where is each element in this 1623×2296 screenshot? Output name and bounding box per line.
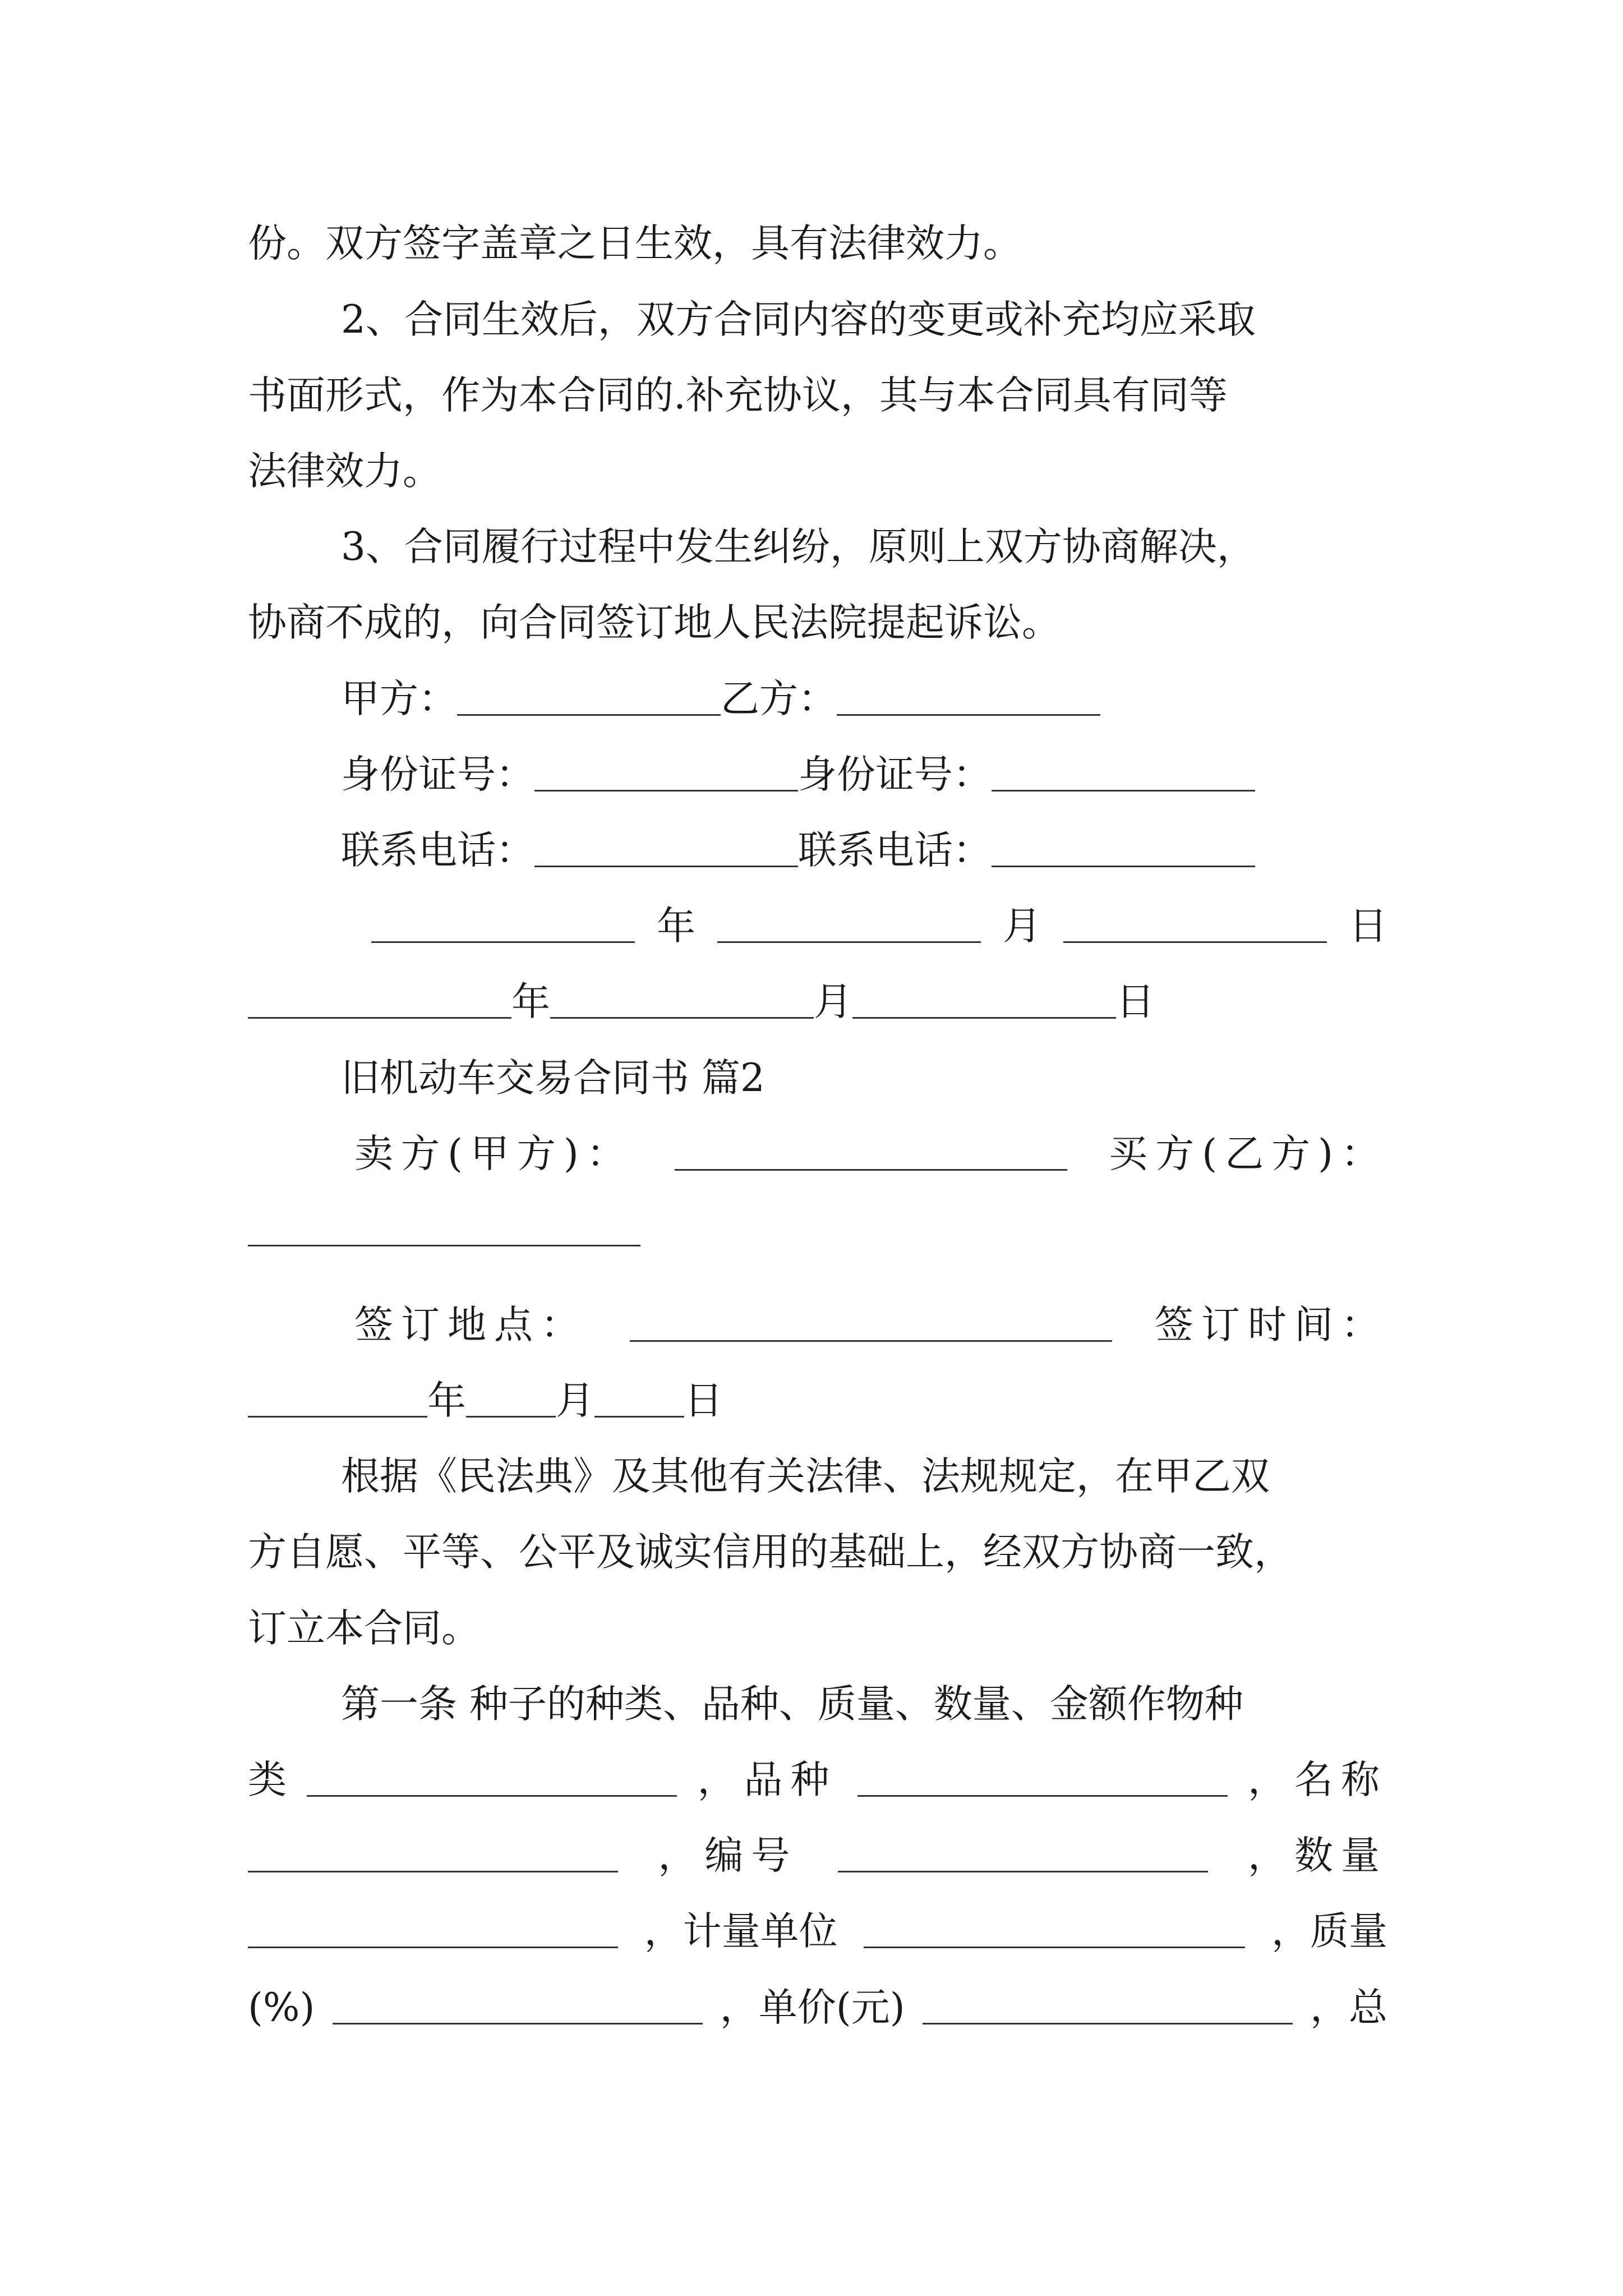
id-a-blank	[534, 758, 798, 792]
seller-blank	[675, 1138, 1067, 1171]
signature-row-party	[341, 674, 1387, 724]
party-a-blank	[457, 683, 721, 716]
place-label: 签订地点：	[354, 1302, 587, 1347]
section-title: 旧机动车交易合同书 篇2	[341, 1055, 765, 1101]
phone-b-blank	[992, 834, 1255, 867]
signature-row-phone	[341, 825, 1387, 876]
year-blank	[248, 1384, 427, 1418]
unit-blank	[864, 1915, 1245, 1948]
paragraph-line: 书面形式，作为本合同的.补充协议，其与本合同具有同等	[248, 372, 1228, 418]
phone-a-blank	[534, 834, 798, 867]
signature-row-id	[341, 749, 1387, 800]
month-label: 月	[814, 979, 852, 1024]
quality-pct-label: (%)	[248, 1985, 315, 2030]
paragraph-line: 方自愿、平等、公平及诚实信用的基础上，经双方协商一致，	[248, 1529, 1293, 1575]
buyer-blank	[248, 1213, 640, 1246]
time-label: 签订时间：	[1155, 1302, 1387, 1347]
month-blank	[717, 910, 981, 943]
buyer-blank-row	[248, 1204, 1387, 1255]
paragraph-line: 法律效力。	[248, 448, 441, 494]
party-b-blank	[837, 683, 1100, 716]
buyer-label: 买方(乙方)：	[1109, 1131, 1387, 1176]
paragraph-line: 协商不成的，向合同签订地人民法院提起诉讼。	[248, 600, 1061, 645]
kind-blank	[307, 1764, 677, 1797]
quality-blank	[333, 1991, 703, 2024]
day-label: 日	[1349, 903, 1387, 949]
quantity-label: ，数量	[1247, 1833, 1387, 1878]
phone-a-label: 联系电话：	[341, 827, 534, 873]
year-label: 年	[657, 903, 695, 949]
price-blank	[923, 1991, 1293, 2024]
article-heading: 第一条 种子的种类、品种、质量、数量、金额作物种	[341, 1681, 1243, 1727]
variety-blank	[857, 1764, 1228, 1797]
place-blank	[630, 1309, 1112, 1342]
month-blank	[550, 986, 814, 1019]
date-row-1	[371, 901, 1387, 951]
price-label: ，单价(元)	[720, 1985, 905, 2030]
kind-label: 类	[248, 1757, 287, 1802]
number-blank	[838, 1839, 1208, 1872]
name-blank	[248, 1839, 618, 1872]
paragraph-line: 根据《民法典》及其他有关法律、法规规定，在甲乙双	[341, 1453, 1270, 1499]
fields-row-2	[248, 1830, 1387, 1881]
year-label: 年	[427, 1378, 466, 1423]
total-label: ，总	[1310, 1985, 1387, 2030]
day-blank	[594, 1384, 684, 1418]
place-time-row	[354, 1300, 1387, 1350]
id-a-label: 身份证号：	[341, 752, 534, 797]
paragraph-line: 3、合同履行过程中发生纠纷，原则上双方协商解决，	[341, 524, 1256, 569]
date-row-2	[248, 977, 1387, 1027]
day-blank	[1063, 910, 1327, 943]
seller-label: 卖方(甲方)：	[354, 1131, 633, 1176]
variety-label: ，品种	[697, 1757, 837, 1802]
month-label: 月	[1003, 903, 1041, 949]
month-label: 月	[556, 1378, 594, 1423]
day-label: 日	[684, 1378, 723, 1423]
day-blank	[852, 986, 1116, 1019]
day-label: 日	[1116, 979, 1155, 1024]
quantity-blank	[248, 1915, 618, 1948]
paragraph-line: 份。双方签字盖章之日生效，具有法律效力。	[248, 220, 1022, 266]
party-a-label: 甲方：	[341, 676, 457, 721]
fields-row-3	[248, 1906, 1387, 1957]
month-blank	[466, 1384, 556, 1418]
year-label: 年	[511, 979, 550, 1024]
id-b-blank	[992, 758, 1255, 792]
fields-row-1	[248, 1755, 1387, 1805]
year-blank	[371, 910, 635, 943]
phone-b-label: 联系电话：	[798, 827, 992, 873]
quality-label: ，质量	[1271, 1908, 1387, 1954]
name-label: ，名称	[1248, 1757, 1387, 1802]
year-blank	[248, 986, 511, 1019]
party-b-label: 乙方：	[721, 676, 837, 721]
parties-row	[354, 1129, 1387, 1179]
paragraph-line: 2、合同生效后，双方合同内容的变更或补充均应采取	[341, 297, 1256, 342]
number-label: ，编号	[658, 1833, 798, 1878]
signing-date-row	[248, 1375, 1387, 1426]
fields-row-4	[248, 1982, 1387, 2033]
paragraph-line: 订立本合同。	[248, 1605, 480, 1651]
id-b-label: 身份证号：	[798, 752, 992, 797]
unit-label: ，计量单位	[644, 1908, 838, 1954]
